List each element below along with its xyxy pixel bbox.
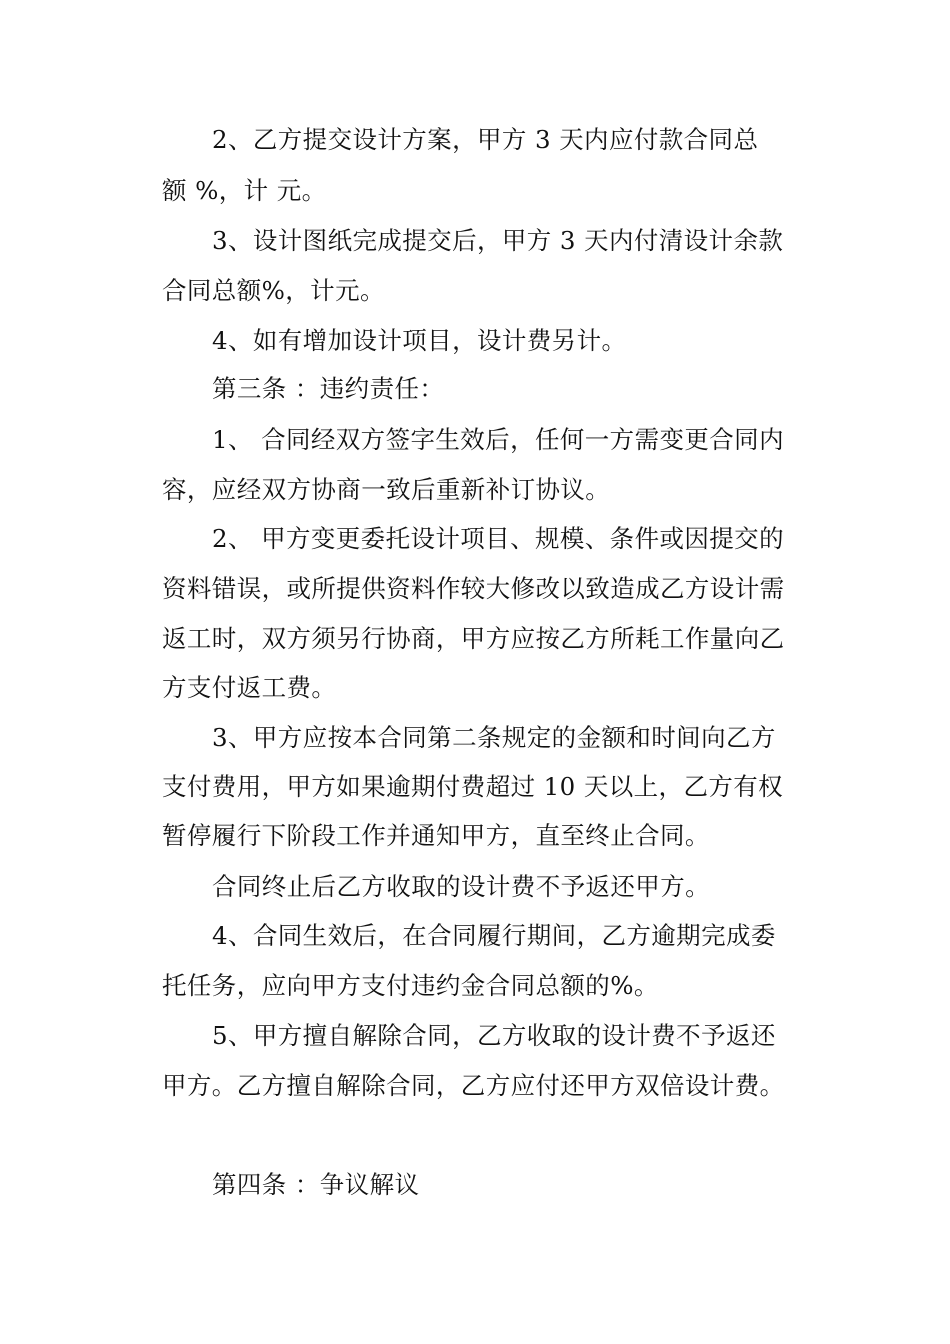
clause-3-2-line-4: 方支付返工费。 [162,673,337,702]
clause-3-3-line-2: 支付费用，甲方如果逾期付费超过 10 天以上，乙方有权 [162,772,784,801]
clause-3-3-line-1: 3、甲方应按本合同第二条规定的金额和时间向乙方 [212,723,776,752]
clause-3-2-line-1: 2、 甲方变更委托设计项目、规模、条件或因提交的 [212,524,784,553]
clause-3-5-line-1: 5、甲方擅自解除合同，乙方收取的设计费不予返还 [212,1021,776,1050]
clause-3-3-note: 合同终止后乙方收取的设计费不予返还甲方。 [212,872,710,901]
article-3-heading: 第三条 ：违约责任： [212,374,445,403]
clause-3-3-line-3: 暂停履行下阶段工作并通知甲方，直至终止合同。 [162,821,710,850]
clause-2-4-line-1: 4、如有增加设计项目，设计费另计。 [212,326,627,355]
clause-3-4-line-1: 4、合同生效后，在合同履行期间，乙方逾期完成委 [212,921,776,950]
clause-3-5-line-2: 甲方。乙方擅自解除合同，乙方应付还甲方双倍设计费。 [162,1071,785,1100]
clause-3-2-line-3: 返工时，双方须另行协商，甲方应按乙方所耗工作量向乙 [162,624,785,653]
article-4-heading: 第四条 ：争议解议 [212,1170,420,1199]
clause-2-3-line-2: 合同总额%，计元。 [162,276,385,305]
clause-3-1-line-2: 容，应经双方协商一致后重新补订协议。 [162,475,611,504]
clause-3-2-line-2: 资料错误，或所提供资料作较大修改以致造成乙方设计需 [162,574,785,603]
clause-3-1-line-1: 1、 合同经双方签字生效后，任何一方需变更合同内 [212,425,784,454]
clause-2-3-line-1: 3、设计图纸完成提交后，甲方 3 天内付清设计余款 [212,226,784,255]
clause-2-2-line-1: 2、乙方提交设计方案，甲方 3 天内应付款合同总 [212,125,759,154]
clause-3-4-line-2: 托任务，应向甲方支付违约金合同总额的%。 [162,971,659,1000]
clause-2-2-line-2: 额 %，计 元。 [162,176,327,205]
